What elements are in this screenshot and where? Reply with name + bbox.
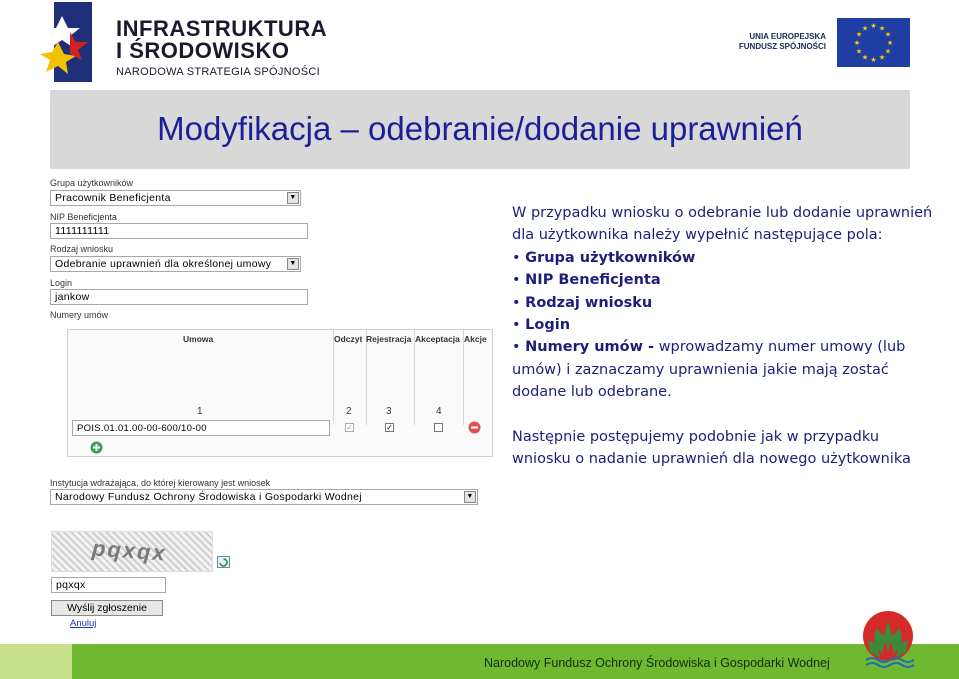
captcha-image bbox=[51, 531, 213, 572]
submit-button[interactable]: Wyślij zgłoszenie bbox=[51, 600, 163, 616]
login-label: Login bbox=[50, 278, 73, 288]
instructions-intro: W przypadku wniosku o odebranie lub dodanie uprawnień dla użytkownika należy wypełnić następujące pola: bbox=[512, 205, 933, 244]
footer-accent bbox=[0, 644, 72, 679]
grid-divider bbox=[366, 330, 367, 425]
grid-header-accept: Akceptacja bbox=[415, 334, 460, 344]
group-select-value: Pracownik Beneficjenta bbox=[55, 192, 171, 204]
bullet-rest: wprowadzamy numer umowy (lub umów) i zaznaczamy uprawnienia jakie mają zostać dodane lub odebrane. bbox=[512, 339, 906, 401]
institution-select-value: Narodowy Fundusz Ochrony Środowiska i Gospodarki Wodnej bbox=[55, 491, 362, 503]
cancel-link[interactable]: Anuluj bbox=[70, 618, 97, 629]
bullet-bold: Grupa użytkowników bbox=[525, 249, 696, 266]
footer-text: Narodowy Fundusz Ochrony Środowiska i Gospodarki Wodnej bbox=[484, 656, 830, 670]
eu-label bbox=[718, 32, 826, 52]
col-number: 3 bbox=[386, 406, 392, 417]
read-checkbox[interactable]: ✓ bbox=[346, 423, 353, 432]
captcha-input[interactable]: pqxqx bbox=[51, 577, 166, 593]
bullet-bold: Login bbox=[525, 317, 571, 334]
svg-text:★: ★ bbox=[853, 39, 861, 47]
contracts-label: Numery umów bbox=[50, 310, 109, 320]
institution-select[interactable] bbox=[50, 489, 478, 505]
svg-text:★: ★ bbox=[878, 24, 886, 33]
bullet-bold: Numery umów - bbox=[525, 339, 655, 356]
institution-label: Instytucja wdrażająca, do której kierowany jest wniosek bbox=[50, 478, 271, 488]
col-number: 2 bbox=[346, 406, 352, 417]
infrastruktura-logo-title bbox=[116, 18, 327, 62]
instructions-outro: Następnie postępujemy podobnie jak w przypadku wniosku o nadanie uprawnień dla nowego użytkownika bbox=[512, 428, 911, 468]
svg-text:★: ★ bbox=[884, 30, 892, 39]
col-number: 1 bbox=[197, 406, 203, 417]
svg-text:★: ★ bbox=[861, 53, 869, 62]
svg-text:★: ★ bbox=[886, 39, 894, 47]
bullet-item: • NIP Beneficjenta bbox=[512, 272, 661, 289]
bullet-bold: NIP Beneficjenta bbox=[525, 272, 661, 289]
svg-text:★: ★ bbox=[855, 47, 863, 56]
remove-row-icon[interactable] bbox=[468, 421, 481, 434]
eu-line1: UNIA EUROPEJSKA bbox=[749, 32, 826, 41]
contract-number-input[interactable]: POIS.01.01.00-00-600/10-00 bbox=[72, 420, 330, 436]
svg-text:★: ★ bbox=[870, 56, 877, 64]
eu-flag-icon bbox=[837, 18, 910, 67]
group-label: Grupa użytkowników bbox=[50, 178, 134, 188]
svg-text:★: ★ bbox=[870, 22, 877, 30]
grid-header-contract: Umowa bbox=[183, 334, 214, 344]
type-select[interactable] bbox=[50, 256, 301, 272]
nfosigw-logo-icon bbox=[862, 610, 914, 670]
bullet-item: • Grupa użytkowników bbox=[512, 249, 696, 266]
bullet-item: • Rodzaj wniosku bbox=[512, 294, 653, 311]
grid-header-actions: Akcje bbox=[464, 334, 487, 344]
col-number: 4 bbox=[436, 406, 442, 417]
type-label: Rodzaj wniosku bbox=[50, 244, 114, 254]
svg-text:★: ★ bbox=[884, 47, 892, 56]
logo-title-line2: I ŚRODOWISKO bbox=[116, 38, 290, 63]
grid-divider bbox=[414, 330, 415, 425]
grid-divider bbox=[463, 330, 464, 425]
title-bar bbox=[50, 90, 910, 169]
refresh-captcha-icon[interactable] bbox=[217, 556, 230, 568]
eu-line2: FUNDUSZ SPÓJNOŚCI bbox=[738, 42, 826, 51]
bullet-item: • Login bbox=[512, 317, 571, 334]
contracts-grid bbox=[67, 329, 493, 457]
infrastruktura-logo-star bbox=[40, 2, 98, 82]
group-select[interactable] bbox=[50, 190, 301, 206]
page-title: Modyfikacja – odebranie/dodanie uprawnień bbox=[157, 110, 803, 147]
svg-text:★: ★ bbox=[855, 30, 863, 39]
bullet-item: • Numery umów - wprowadzamy numer umowy (lub umów) i zaznaczamy uprawnienia jakie mają zostać dodane lub odebrane. bbox=[512, 339, 906, 401]
chevron-down-icon[interactable]: ▼ bbox=[464, 491, 476, 503]
captcha-text: pqxqx bbox=[91, 535, 168, 566]
chevron-down-icon[interactable]: ▼ bbox=[287, 258, 299, 270]
add-row-icon[interactable] bbox=[90, 441, 103, 454]
svg-text:★: ★ bbox=[861, 24, 869, 33]
grid-header-register: Rejestracja bbox=[366, 334, 412, 344]
nip-input[interactable]: 1111111111 bbox=[50, 223, 308, 239]
logo-title-line1: INFRASTRUKTURA bbox=[116, 16, 328, 41]
grid-divider bbox=[333, 330, 334, 425]
instructions-text bbox=[512, 202, 942, 470]
accept-checkbox[interactable] bbox=[434, 423, 443, 432]
login-input[interactable]: jankow bbox=[50, 289, 308, 305]
type-select-value: Odebranie uprawnień dla określonej umowy bbox=[55, 258, 272, 270]
bullet-bold: Rodzaj wniosku bbox=[525, 294, 653, 311]
grid-header-read: Odczyt bbox=[334, 334, 363, 344]
register-checkbox[interactable]: ✓ bbox=[386, 423, 393, 432]
nip-label: NIP Beneficjenta bbox=[50, 212, 117, 222]
logo-subtitle: NARODOWA STRATEGIA SPÓJNOŚCI bbox=[116, 66, 320, 78]
svg-text:★: ★ bbox=[878, 53, 886, 62]
chevron-down-icon[interactable]: ▼ bbox=[287, 192, 299, 204]
